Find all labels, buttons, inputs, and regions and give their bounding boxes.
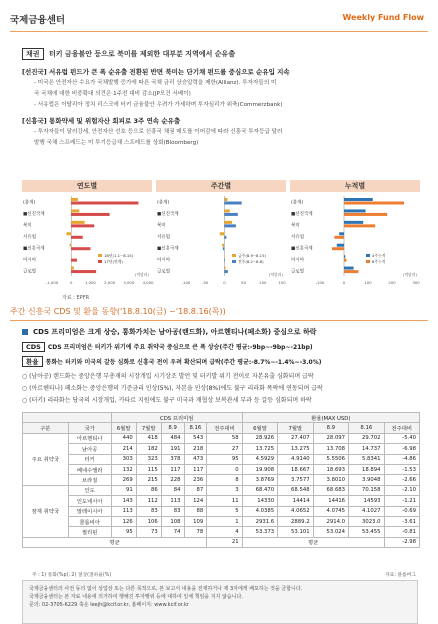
bar-series2 [332, 247, 344, 250]
value-cell: 269 [111, 475, 136, 485]
x-tick-label: 200 [388, 280, 396, 285]
value-cell: 143 [111, 496, 136, 506]
value-cell: 27 [207, 444, 242, 454]
value-cell: 5.8341 [349, 454, 384, 464]
value-cell: 68.683 [313, 485, 348, 495]
table-average-row [23, 537, 420, 547]
bar-series1 [344, 267, 354, 270]
chart-weekly [156, 180, 286, 292]
table-header-cell: 6월말 [242, 423, 277, 433]
table-header-cell: 7월말 [278, 423, 313, 433]
bar-series2 [344, 202, 404, 205]
value-cell: 191 [161, 444, 184, 454]
value-cell: 126 [111, 516, 136, 526]
category-label: 서유럽 [291, 235, 305, 240]
section2-highlight [22, 327, 317, 337]
legend-label: 전주(8.2~8.8) [238, 259, 264, 264]
legend-swatch [366, 254, 370, 257]
fx-text: 통화는 터키와 미국의 갈등 심화로 신흥국 전이 우려 확산되며 급락(주간 평균:-8.7%~-1.4%~-3.0%) [45, 359, 322, 366]
bar-series2 [71, 224, 94, 227]
value-cell: 236 [184, 475, 207, 485]
bond-tag: 채권 [22, 48, 44, 60]
country-cell: 인도네시아 [68, 496, 111, 506]
value-cell: 182 [136, 444, 161, 454]
value-cell: 68.470 [242, 485, 277, 495]
value-cell: 228 [161, 475, 184, 485]
legend-label: 8주누적 [372, 259, 386, 264]
table-row [23, 464, 420, 474]
avg-cds: 21 [207, 537, 242, 547]
table-row [23, 516, 420, 526]
value-cell: 117 [161, 464, 184, 474]
table-row [23, 527, 420, 537]
country-cell: 남아공 [68, 444, 111, 454]
value-cell: 4.0745 [313, 506, 348, 516]
bar-series2 [224, 224, 236, 227]
bar-series1 [71, 221, 84, 224]
bar-series1 [337, 244, 344, 247]
table-header-cell: 국가 [68, 423, 111, 433]
value-cell: 84 [161, 485, 184, 495]
fx-tag: 환율 [22, 356, 43, 367]
bar-series2 [71, 247, 90, 250]
value-cell: 8 [207, 475, 242, 485]
x-tick-label: 1,000 [84, 280, 96, 285]
value-cell: 28.097 [313, 433, 348, 443]
bond-title-text: 터키 금융불안 등으로 북미를 제외한 대부분 지역에서 순유출 [48, 50, 236, 58]
bar-series2 [344, 224, 375, 227]
value-cell: -0.69 [384, 506, 419, 516]
table-header-cell: 전주대비 [207, 423, 242, 433]
value-cell: 53.455 [349, 527, 384, 537]
x-tick-label: -100 [315, 280, 325, 285]
table-row [23, 496, 420, 506]
chart-svg [22, 194, 152, 292]
category-label: 글로벌 [157, 269, 171, 275]
value-cell: -3.61 [384, 516, 419, 526]
legend-swatch [98, 254, 102, 257]
category-label: 북미 [23, 223, 32, 229]
value-cell: -1.21 [384, 496, 419, 506]
x-tick-label: 0 [342, 280, 346, 285]
table-header-cell: 8.9 [313, 423, 348, 433]
category-label: ■신흥국계 [157, 246, 179, 252]
avg-fx-label: 평균 [242, 537, 384, 547]
table-header-cell: 6월말 [111, 423, 136, 433]
bar-series1 [224, 221, 232, 224]
value-cell: 14416 [313, 496, 348, 506]
value-cell: 113 [161, 496, 184, 506]
chart-source: 자료 : EPFR [62, 295, 90, 301]
value-cell: 124 [184, 496, 207, 506]
table-row [23, 444, 420, 454]
table-note: 주 : 1) 통화(%p), 2) 절상(절하율(%) [32, 573, 112, 578]
category-label: (총계) [23, 200, 36, 206]
x-tick-label: 4,000 [142, 280, 154, 285]
x-tick-label: -50 [202, 280, 209, 285]
report-title: Weekly Fund Flow [342, 13, 424, 22]
category-label: ■선진국계 [157, 212, 179, 218]
bar-series1 [220, 232, 225, 235]
value-cell: 4.9140 [278, 454, 313, 464]
value-cell: 53.373 [242, 527, 277, 537]
value-cell: -4.86 [384, 454, 419, 464]
bar-series2 [344, 259, 346, 262]
bar-series1 [224, 255, 225, 258]
category-label: 아시아 [291, 257, 305, 263]
row-group-label: 잠재 취약국 [23, 485, 69, 537]
value-cell: 83 [161, 506, 184, 516]
category-label: (총계) [157, 200, 170, 206]
value-cell: 303 [111, 454, 136, 464]
value-cell: 88 [184, 506, 207, 516]
bar-series1 [71, 255, 72, 258]
value-cell: 1 [207, 516, 242, 526]
x-tick-label: 0 [223, 280, 226, 285]
country-cell: 베네수엘라 [68, 464, 111, 474]
unit-label: (억달러) [403, 272, 417, 277]
value-cell: 3 [207, 485, 242, 495]
bar-series2 [334, 236, 344, 239]
chart-title: 연도별 [22, 180, 152, 192]
bar-series1 [344, 198, 373, 201]
emerging-bullet: [신흥국] 통화약세 및 위험자산 회피로 3주 연속 순유출 [22, 117, 181, 125]
value-cell: 323 [136, 454, 161, 464]
bar-series2 [224, 270, 227, 273]
table-group-fx: 환율(MAX USD) [242, 413, 419, 423]
bar-series1 [224, 267, 225, 270]
chart-title: 주간별 [156, 180, 286, 192]
value-cell: 4.0385 [242, 506, 277, 516]
bullet-sub: - 투자자들이 달러강세, 안전자산 선호 등으로 신흥국 채권 매도를 이어감에 따라 신흥국 투자등급 달러 [34, 129, 283, 135]
category-label: 서유럽 [157, 235, 171, 240]
value-cell: 109 [184, 516, 207, 526]
value-cell: 440 [111, 433, 136, 443]
value-cell: 5.5506 [313, 454, 348, 464]
value-cell: 543 [184, 433, 207, 443]
legend-swatch [232, 260, 236, 263]
value-cell: 53.024 [313, 527, 348, 537]
value-cell: 3023.0 [349, 516, 384, 526]
header-rule [10, 31, 428, 32]
value-cell: -0.81 [384, 527, 419, 537]
value-cell: 112 [136, 496, 161, 506]
value-cell: 73 [136, 527, 161, 537]
category-label: 북미 [157, 223, 166, 229]
legend-label: 금주(8.9~8.15) [238, 253, 266, 258]
value-cell: 3.9048 [349, 475, 384, 485]
bar-series2 [224, 213, 237, 216]
legend-swatch [232, 254, 236, 257]
country-bullet: ○ (아르헨티나) 페소화는 중앙은행의 기준금리 인상(5%), 자본을 인상(8%)에도 불구 리라화 폭락에 연동되며 급락 [22, 385, 323, 392]
value-cell: 18.894 [349, 464, 384, 474]
value-cell: 117 [184, 464, 207, 474]
cds-tag: CDS [22, 342, 45, 352]
table-header-cell: 8.9 [161, 423, 184, 433]
bar-series2 [71, 259, 77, 262]
bar-series2 [344, 213, 387, 216]
category-label: ■신흥국계 [23, 246, 45, 252]
value-cell: 14593 [349, 496, 384, 506]
bond-section [22, 48, 422, 147]
bar-series2 [224, 236, 226, 239]
legend-swatch [98, 260, 102, 263]
category-label: (총계) [291, 200, 304, 206]
x-tick-label: 100 [364, 280, 372, 285]
category-label: 글로벌 [23, 269, 37, 275]
bar-series2 [344, 270, 358, 273]
bar-series2 [224, 202, 241, 205]
disclaimer-footer [22, 580, 418, 624]
value-cell: 2914.0 [313, 516, 348, 526]
category-label: ■선진국계 [23, 212, 45, 218]
value-cell: 484 [161, 433, 184, 443]
cds-row [22, 342, 313, 352]
bar-series2 [71, 202, 138, 205]
value-cell: 115 [136, 464, 161, 474]
value-cell: -6.98 [384, 444, 419, 454]
chart-title: 누적별 [290, 180, 420, 192]
table-source: 자료: 블룸버그 [385, 573, 416, 578]
footer-line: 국제금융센터는 본 자료 내용에 의거하여 행해진 투자행위 등에 대하여 일체 책임을 지지 않습니다. [29, 594, 243, 600]
value-cell: 378 [161, 454, 184, 464]
table-row [23, 433, 420, 443]
chart-annual [22, 180, 152, 292]
bar-series2 [71, 236, 83, 239]
x-tick-label: 0 [69, 280, 73, 285]
legend-label: 18년(1.1~8.15) [104, 253, 134, 258]
value-cell: 5 [207, 506, 242, 516]
value-cell: 2931.6 [242, 516, 277, 526]
value-cell: 14414 [278, 496, 313, 506]
bar-series2 [71, 213, 109, 216]
value-cell: 2889.2 [278, 516, 313, 526]
fx-row [22, 356, 321, 367]
table-header-cell: 전주대비 [384, 423, 419, 433]
category-label: ■선진국계 [291, 212, 313, 218]
x-tick-label: 150 [278, 280, 286, 285]
bullet-sub: - 미국은 안전자산 수요가 국채발행 증가에 따른 국채 금리 상승압력을 제한(Allianz). 투자자들의 미 [34, 80, 277, 86]
value-cell: 87 [184, 485, 207, 495]
bar-series1 [224, 198, 227, 201]
value-cell: 14.737 [349, 444, 384, 454]
footer-line: 국제금융센터의 사전 동의 없이 상업상 또는 다른 목적으로, 본 보고서 내용을 전재하거나 제 3자에게 배포하는 것을 금합니다. [29, 586, 303, 592]
unit-label: (억달러) [269, 272, 283, 277]
bullet-sub: 발행 국채 스프레드는 미 투기등급채 스프레드를 상회(Bloomberg) [34, 140, 199, 146]
value-cell: 29.702 [349, 433, 384, 443]
bar-series2 [71, 270, 96, 273]
value-cell: 27.407 [278, 433, 313, 443]
table-group-cds: CDS 프리미엄 [111, 413, 242, 423]
cds-text: CDS 프리미엄은 터키가 위기에 주요 취약국 중심으로 큰 폭 상승(주간 평균:-9bp~-9bp~-21bp) [47, 344, 313, 351]
value-cell: 113 [111, 506, 136, 516]
value-cell: -2.10 [384, 485, 419, 495]
x-tick-label: 2,000 [104, 280, 116, 285]
table-header-cell: 8.16 [349, 423, 384, 433]
country-cell: 브라질 [68, 475, 111, 485]
fund-flow-charts [22, 180, 420, 292]
square-bullet-icon [22, 329, 28, 335]
country-bullet: ○ (터키) 리라화는 당국의 시장개입, 카타르 지원에도 불구 미국과 재협상 보복관세 부과 등 갈등 심화되며 하락 [22, 397, 312, 404]
value-cell: 83 [136, 506, 161, 516]
value-cell: 95 [207, 454, 242, 464]
chart-cumulative [290, 180, 420, 292]
developed-bullet: [선진국] 서유럽 펀드가 큰 폭 순유출 전환된 반면 북미는 단기채 펀드를 중심으로 순유입 지속 [22, 68, 290, 76]
value-cell: 215 [136, 475, 161, 485]
value-cell: 68.548 [278, 485, 313, 495]
country-cell: 콜롬비아 [68, 516, 111, 526]
x-tick-label: -100 [181, 280, 191, 285]
value-cell: 4.5929 [242, 454, 277, 464]
page-header [0, 0, 438, 38]
value-cell: 3.8769 [242, 475, 277, 485]
value-cell: 13.708 [313, 444, 348, 454]
value-cell: 53.101 [278, 527, 313, 537]
bar-series1 [222, 244, 224, 247]
value-cell: 4 [207, 527, 242, 537]
bullet-sub: 국 국채에 대한 비중확대 의견은 1주전 대비 감소(JP모건 서베이) [34, 91, 191, 97]
value-cell: 28.926 [242, 433, 277, 443]
x-tick-label: 3,000 [123, 280, 135, 285]
value-cell: -2.66 [384, 475, 419, 485]
table-header-cell: 8.16 [184, 423, 207, 433]
country-cell: 필리핀 [68, 527, 111, 537]
x-tick-label: 100 [259, 280, 267, 285]
value-cell: 4.1027 [349, 506, 384, 516]
section2-title: 주간 신흥국 CDS 및 환율 동향('18.8.10(금) ~'18.8.16(목)) [10, 306, 428, 321]
country-cell: 터키 [68, 454, 111, 464]
legend-label: 4주누적 [372, 253, 386, 258]
bar-series2 [224, 259, 225, 262]
value-cell: 13.725 [242, 444, 277, 454]
row-group-label: 주요 취약국 [23, 433, 69, 485]
value-cell: 0 [207, 464, 242, 474]
country-cell: 인도 [68, 485, 111, 495]
bar-series1 [344, 255, 345, 258]
category-label: 북미 [291, 223, 300, 229]
value-cell: 3.7577 [278, 475, 313, 485]
country-bullet: ○ (남아공) 랜드화는 중앙은행 부총재의 시장개입 시기상조 발언 및 터키발 위기 전이로 자본유출 심화되며 급락 [22, 373, 314, 380]
bar-series1 [224, 209, 229, 212]
bar-series1 [66, 232, 71, 235]
table-header-cell: 7월말 [136, 423, 161, 433]
bullet-sub: - 서유럽은 이탈리아 정치 리스크에 터키 금융불안 우려가 가세하며 투자심리가 위축(Commerzbank) [34, 102, 283, 108]
country-cell: 말레이시아 [68, 506, 111, 516]
bar-series1 [71, 198, 78, 201]
bar-series1 [70, 244, 72, 247]
category-label: 아시아 [23, 257, 37, 263]
value-cell: 418 [136, 433, 161, 443]
bar-series2 [223, 247, 225, 250]
cds-fx-table [22, 412, 420, 548]
x-tick-label: 50 [241, 280, 247, 285]
value-cell: 58 [207, 433, 242, 443]
x-tick-label: 300 [412, 280, 420, 285]
legend-swatch [366, 260, 370, 263]
value-cell: 95 [111, 527, 136, 537]
value-cell: 91 [111, 485, 136, 495]
value-cell: 18.667 [278, 464, 313, 474]
value-cell: -1.53 [384, 464, 419, 474]
x-tick-label: -1,000 [45, 280, 59, 285]
value-cell: 3.8010 [313, 475, 348, 485]
table-header-cell: 구분 [23, 423, 69, 433]
value-cell: 132 [111, 464, 136, 474]
category-label: 서유럽 [23, 235, 37, 240]
category-label: ■신흥국계 [291, 246, 313, 252]
value-cell: 74 [161, 527, 184, 537]
category-label: 아시아 [157, 257, 171, 263]
value-cell: 18.693 [313, 464, 348, 474]
bond-title [22, 48, 422, 60]
bar-series1 [71, 267, 74, 270]
value-cell: 70.158 [349, 485, 384, 495]
chart-svg [156, 194, 286, 292]
unit-label: (억달러) [135, 272, 149, 277]
table-row [23, 454, 420, 464]
table-row [23, 506, 420, 516]
bar-series1 [344, 221, 363, 224]
value-cell: 78 [184, 527, 207, 537]
category-label: 글로벌 [291, 269, 305, 275]
bar-series1 [344, 209, 366, 212]
value-cell: 13.275 [278, 444, 313, 454]
value-cell: 11 [207, 496, 242, 506]
table-row [23, 475, 420, 485]
bar-series1 [71, 209, 79, 212]
chart-svg [290, 194, 420, 292]
bar-series1 [339, 232, 344, 235]
highlight-text: CDS 프리미엄은 크게 상승, 통화가치는 남아공(랜드화), 아르헨티나(페소화) 중심으로 하락 [33, 328, 317, 336]
value-cell: 14330 [242, 496, 277, 506]
value-cell: 108 [161, 516, 184, 526]
value-cell: 86 [136, 485, 161, 495]
avg-label: 평균 [23, 537, 207, 547]
value-cell: 4.0652 [278, 506, 313, 516]
value-cell: 218 [184, 444, 207, 454]
legend-label: 17년(연계) [104, 259, 123, 264]
value-cell: -5.40 [384, 433, 419, 443]
country-cell: 아르헨티나 [68, 433, 111, 443]
org-name: 국제금융센터 [10, 15, 66, 26]
table-row [23, 485, 420, 495]
value-cell: 19.908 [242, 464, 277, 474]
footer-line: 문의: 02-3705-6229 축운 leejh@kcif.or.kr, 홈페이지: www.kcif.or.kr [29, 602, 189, 608]
value-cell: 473 [184, 454, 207, 464]
value-cell: 214 [111, 444, 136, 454]
avg-fx: -2.98 [384, 537, 419, 547]
value-cell: 106 [136, 516, 161, 526]
